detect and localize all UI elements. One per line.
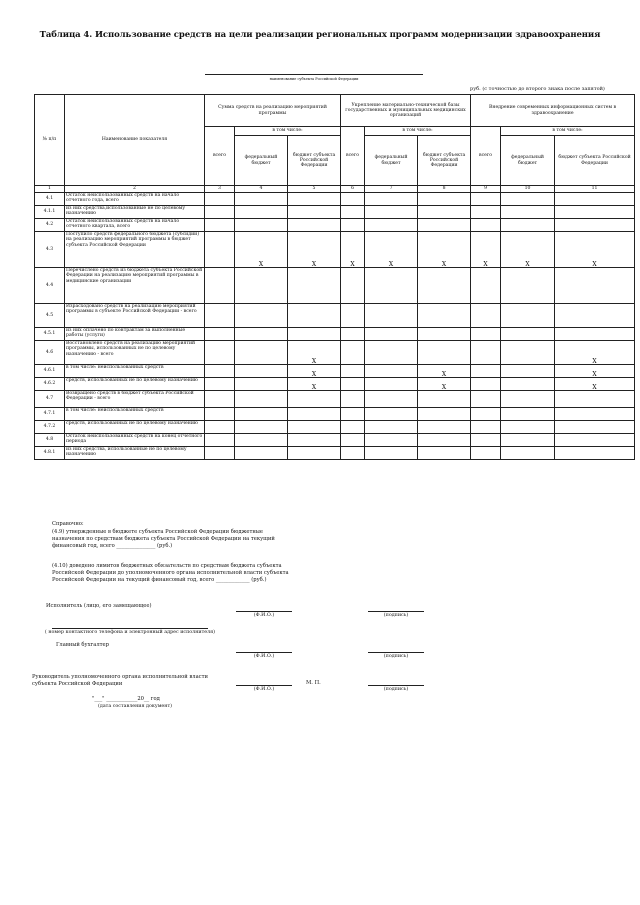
value-cell (365, 447, 418, 460)
value-cell (365, 421, 418, 434)
value-cell (365, 378, 418, 391)
value-cell (235, 434, 288, 447)
value-cell (471, 391, 501, 408)
value-cell (205, 219, 235, 232)
row-number: 4.5 (35, 304, 65, 328)
not-applicable-mark: X (555, 232, 635, 268)
not-applicable-mark: X (555, 378, 635, 391)
value-cell (341, 408, 365, 421)
value-cell (205, 365, 235, 378)
value-cell (341, 365, 365, 378)
not-applicable-mark: X (288, 232, 341, 268)
value-cell (501, 193, 555, 206)
value-cell (235, 378, 288, 391)
value-cell (235, 206, 288, 219)
not-applicable-mark: X (555, 365, 635, 378)
value-cell (501, 341, 555, 365)
row-number: 4.1.1 (35, 206, 65, 219)
row-number: 4.1 (35, 193, 65, 206)
value-cell (501, 304, 555, 328)
funds-table (34, 94, 635, 460)
value-cell (341, 421, 365, 434)
value-cell (341, 328, 365, 341)
value-cell (235, 447, 288, 460)
not-applicable-mark: X (418, 378, 471, 391)
value-cell (205, 447, 235, 460)
head-regional-1: бюджет субъекта Российской Федерации (288, 136, 341, 186)
value-cell (501, 391, 555, 408)
value-cell (555, 391, 635, 408)
row-name: Возвращено средств в бюджет субъекта Российской Федерации - всего (65, 391, 205, 408)
row-number: 4.6.2 (35, 378, 65, 391)
value-cell (205, 304, 235, 328)
value-cell (555, 206, 635, 219)
value-cell (235, 219, 288, 232)
value-cell (235, 391, 288, 408)
subject-underline (205, 74, 423, 75)
column-number: 8 (418, 186, 471, 193)
value-cell (555, 268, 635, 304)
value-cell (341, 206, 365, 219)
head-regional-2: бюджет субъекта Российской Федерации (418, 136, 471, 186)
value-cell (205, 341, 235, 365)
executor-fio-caption: (Ф.И.О.) (253, 613, 275, 618)
contact-line (52, 628, 208, 629)
head-total-2: всего (341, 127, 365, 186)
value-cell (555, 304, 635, 328)
not-applicable-mark: X (365, 232, 418, 268)
table-row (35, 206, 635, 219)
subject-caption: наименование субъекта Российской Федерации (269, 77, 359, 81)
value-cell (418, 391, 471, 408)
row-name: Израсходовано средств на реализацию мероприятий программы в субъекте Российской Федерации - всего (65, 304, 205, 328)
value-cell (471, 434, 501, 447)
column-number-row (35, 186, 635, 193)
table-row (35, 408, 635, 421)
value-cell (471, 193, 501, 206)
head-federal-2: федеральный бюджет (365, 136, 418, 186)
head-federal-1: федеральный бюджет (235, 136, 288, 186)
row-number: 4.7 (35, 391, 65, 408)
row-name: Восстановлено средств на реализацию мероприятий программы, использованных не по целевому назначению - всего (65, 341, 205, 365)
value-cell (365, 193, 418, 206)
row-name: Остаток неиспользованных средств на начало отчетного года, всего (65, 193, 205, 206)
row-number: 4.8 (35, 434, 65, 447)
value-cell (418, 421, 471, 434)
executor-fio-line (236, 611, 292, 612)
value-cell (501, 447, 555, 460)
table-row (35, 447, 635, 460)
accountant-fio-caption: (Ф.И.О.) (253, 654, 275, 659)
value-cell (418, 206, 471, 219)
head-label: Руководитель уполномоченного органа исполнительной власти субъекта Российской Федерации (32, 674, 208, 687)
value-cell (471, 219, 501, 232)
head-num: № п/п (35, 95, 65, 186)
column-number: 6 (341, 186, 365, 193)
value-cell (471, 365, 501, 378)
value-cell (418, 304, 471, 328)
value-cell (288, 434, 341, 447)
value-cell (288, 391, 341, 408)
value-cell (205, 206, 235, 219)
value-cell (235, 341, 288, 365)
value-cell (288, 219, 341, 232)
row-name: Остаток неиспользованных средств на начало отчетного квартала, всего (65, 219, 205, 232)
value-cell (235, 408, 288, 421)
value-cell (365, 391, 418, 408)
value-cell (205, 421, 235, 434)
value-cell (235, 268, 288, 304)
row-name: в том числе: неиспользованных средств (65, 408, 205, 421)
value-cell (365, 304, 418, 328)
value-cell (341, 391, 365, 408)
value-cell (418, 447, 471, 460)
head-sign-line (368, 685, 424, 686)
row-name: Поступило средств федерального бюджета (субсидии) на реализацию мероприятий программы в бюджет субъекта Российской Федерации (65, 232, 205, 268)
head-group2: Укрепление материально-технической базы государственных и муниципальных медицинских организаций (341, 95, 471, 127)
value-cell (555, 421, 635, 434)
value-cell (205, 232, 235, 268)
value-cell (365, 434, 418, 447)
value-cell (365, 268, 418, 304)
not-applicable-mark: X (288, 378, 341, 391)
column-number: 2 (65, 186, 205, 193)
value-cell (288, 304, 341, 328)
value-cell (235, 328, 288, 341)
value-cell (288, 421, 341, 434)
row-name: Остаток неиспользованных средств на конец отчетного периода (65, 434, 205, 447)
value-cell (555, 434, 635, 447)
executor-label: Исполнитель (лицо, его замещающее) (46, 603, 152, 609)
not-applicable-mark: X (288, 365, 341, 378)
value-cell (501, 421, 555, 434)
value-cell (471, 341, 501, 365)
head-group3: Внедрение современных информационных систем в здравоохранение (471, 95, 635, 127)
value-cell (235, 304, 288, 328)
value-cell (471, 421, 501, 434)
value-cell (205, 391, 235, 408)
column-number: 7 (365, 186, 418, 193)
table-row (35, 421, 635, 434)
value-cell (341, 341, 365, 365)
head-total-3: всего (471, 127, 501, 186)
head-name: Наименование показателя (65, 95, 205, 186)
value-cell (341, 268, 365, 304)
value-cell (365, 341, 418, 365)
value-cell (365, 206, 418, 219)
not-applicable-mark: X (288, 341, 341, 365)
value-cell (341, 447, 365, 460)
value-cell (418, 434, 471, 447)
row-name: средств, использованных не по целевому назначению (65, 378, 205, 391)
date-field: "___" ____________20__ год (92, 696, 160, 702)
value-cell (501, 434, 555, 447)
row-number: 4.6.1 (35, 365, 65, 378)
accountant-sign-caption: (подпись) (383, 654, 409, 659)
head-fio-caption: (Ф.И.О.) (253, 687, 275, 692)
value-cell (418, 268, 471, 304)
value-cell (471, 328, 501, 341)
executor-sign-caption: (подпись) (383, 613, 409, 618)
value-cell (471, 447, 501, 460)
value-cell (288, 408, 341, 421)
value-cell (418, 219, 471, 232)
head-total-1: всего (205, 127, 235, 186)
value-cell (555, 408, 635, 421)
value-cell (418, 341, 471, 365)
head-in-that-2: в том числе: (365, 127, 471, 136)
row-number: 4.5.1 (35, 328, 65, 341)
not-applicable-mark: X (235, 232, 288, 268)
row-number: 4.3 (35, 232, 65, 268)
value-cell (365, 219, 418, 232)
value-cell (288, 193, 341, 206)
row-name: из них оплачено по контрактам за выполненные работы (услуги) (65, 328, 205, 341)
value-cell (471, 378, 501, 391)
row-name: из них средства,использованные не по целевому назначению (65, 206, 205, 219)
column-number: 1 (35, 186, 65, 193)
head-sign-caption: (подпись) (383, 687, 409, 692)
head-regional-3: бюджет субъекта Российской Федерации (555, 136, 635, 186)
head-federal-3: федеральный бюджет (501, 136, 555, 186)
table-row (35, 365, 635, 378)
value-cell (501, 365, 555, 378)
date-caption: (дата составления документ) (98, 704, 172, 709)
units-note: руб. (с точностью до второго знака после запятой) (470, 86, 605, 92)
value-cell (288, 328, 341, 341)
value-cell (365, 408, 418, 421)
table-row (35, 434, 635, 447)
value-cell (555, 447, 635, 460)
value-cell (471, 268, 501, 304)
value-cell (341, 304, 365, 328)
value-cell (365, 328, 418, 341)
note-4-9: (4.9) утвержденные в бюджете субъекта Российской Федерации бюджетные назначения по средствам бюджета субъекта Российской Федерации на текущий финансовый год, всего _______________ (руб.) (52, 529, 275, 549)
value-cell (288, 206, 341, 219)
column-number: 4 (235, 186, 288, 193)
value-cell (205, 408, 235, 421)
head-in-that-1: в том числе: (235, 127, 341, 136)
value-cell (205, 328, 235, 341)
value-cell (288, 268, 341, 304)
column-number: 9 (471, 186, 501, 193)
table-row (35, 268, 635, 304)
column-number: 10 (501, 186, 555, 193)
note-4-10: (4.10) доведено лимитов бюджетных обязательств по средствам бюджета субъекта Российской Федерации до уполномоченного органа исполнительной власти субъекта Российской Федерации на текущий финансовый год, всего _____________ (руб.) (52, 563, 289, 583)
accountant-label: Главный бухгалтер (56, 642, 109, 648)
contact-caption: ( номер контактного телефона и электронный адрес исполнителя) (44, 630, 216, 635)
value-cell (205, 378, 235, 391)
row-number: 4.4 (35, 268, 65, 304)
value-cell (555, 193, 635, 206)
not-applicable-mark: X (501, 232, 555, 268)
value-cell (471, 206, 501, 219)
value-cell (341, 378, 365, 391)
row-number: 4.7.1 (35, 408, 65, 421)
value-cell (555, 328, 635, 341)
table-row (35, 219, 635, 232)
value-cell (341, 434, 365, 447)
value-cell (235, 365, 288, 378)
value-cell (501, 328, 555, 341)
not-applicable-mark: X (341, 232, 365, 268)
value-cell (501, 408, 555, 421)
notes-heading: Справочно: (52, 521, 84, 527)
table-row (35, 193, 635, 206)
row-number: 4.6 (35, 341, 65, 365)
value-cell (418, 408, 471, 421)
row-name: из них средства, использованные не по целевому назначению (65, 447, 205, 460)
not-applicable-mark: X (555, 341, 635, 365)
row-number: 4.2 (35, 219, 65, 232)
table-row (35, 341, 635, 365)
head-group1: Сумма средств на реализацию мероприятий программы (205, 95, 341, 127)
column-number: 11 (555, 186, 635, 193)
row-name: средств, использованных не по целевому назначению (65, 421, 205, 434)
accountant-fio-line (236, 652, 292, 653)
value-cell (501, 378, 555, 391)
not-applicable-mark: X (418, 365, 471, 378)
value-cell (501, 268, 555, 304)
executor-sign-line (368, 611, 424, 612)
value-cell (501, 219, 555, 232)
value-cell (205, 268, 235, 304)
column-number: 3 (205, 186, 235, 193)
value-cell (471, 304, 501, 328)
value-cell (471, 408, 501, 421)
value-cell (418, 193, 471, 206)
row-name: Перечислено средств из бюджета субъекта Российской Федерации на реализацию мероприятий программы в медицинские организации (65, 268, 205, 304)
value-cell (235, 193, 288, 206)
table-row (35, 304, 635, 328)
value-cell (205, 434, 235, 447)
table-row (35, 328, 635, 341)
value-cell (418, 328, 471, 341)
not-applicable-mark: X (471, 232, 501, 268)
value-cell (235, 421, 288, 434)
accountant-sign-line (368, 652, 424, 653)
value-cell (341, 219, 365, 232)
row-number: 4.8.1 (35, 447, 65, 460)
row-name: в том числе: неиспользованных средств (65, 365, 205, 378)
head-fio-line (236, 685, 292, 686)
head-in-that-3: в том числе: (501, 127, 635, 136)
table-row (35, 378, 635, 391)
value-cell (365, 365, 418, 378)
value-cell (205, 193, 235, 206)
table-row (35, 391, 635, 408)
value-cell (341, 193, 365, 206)
column-number: 5 (288, 186, 341, 193)
stamp-place: М. П. (306, 680, 321, 686)
page-title: Таблица 4. Использование средств на цели реализации региональных программ модернизации здравоохранения (39, 30, 601, 40)
row-number: 4.7.2 (35, 421, 65, 434)
value-cell (501, 206, 555, 219)
not-applicable-mark: X (418, 232, 471, 268)
value-cell (288, 447, 341, 460)
value-cell (555, 219, 635, 232)
table-row (35, 232, 635, 268)
